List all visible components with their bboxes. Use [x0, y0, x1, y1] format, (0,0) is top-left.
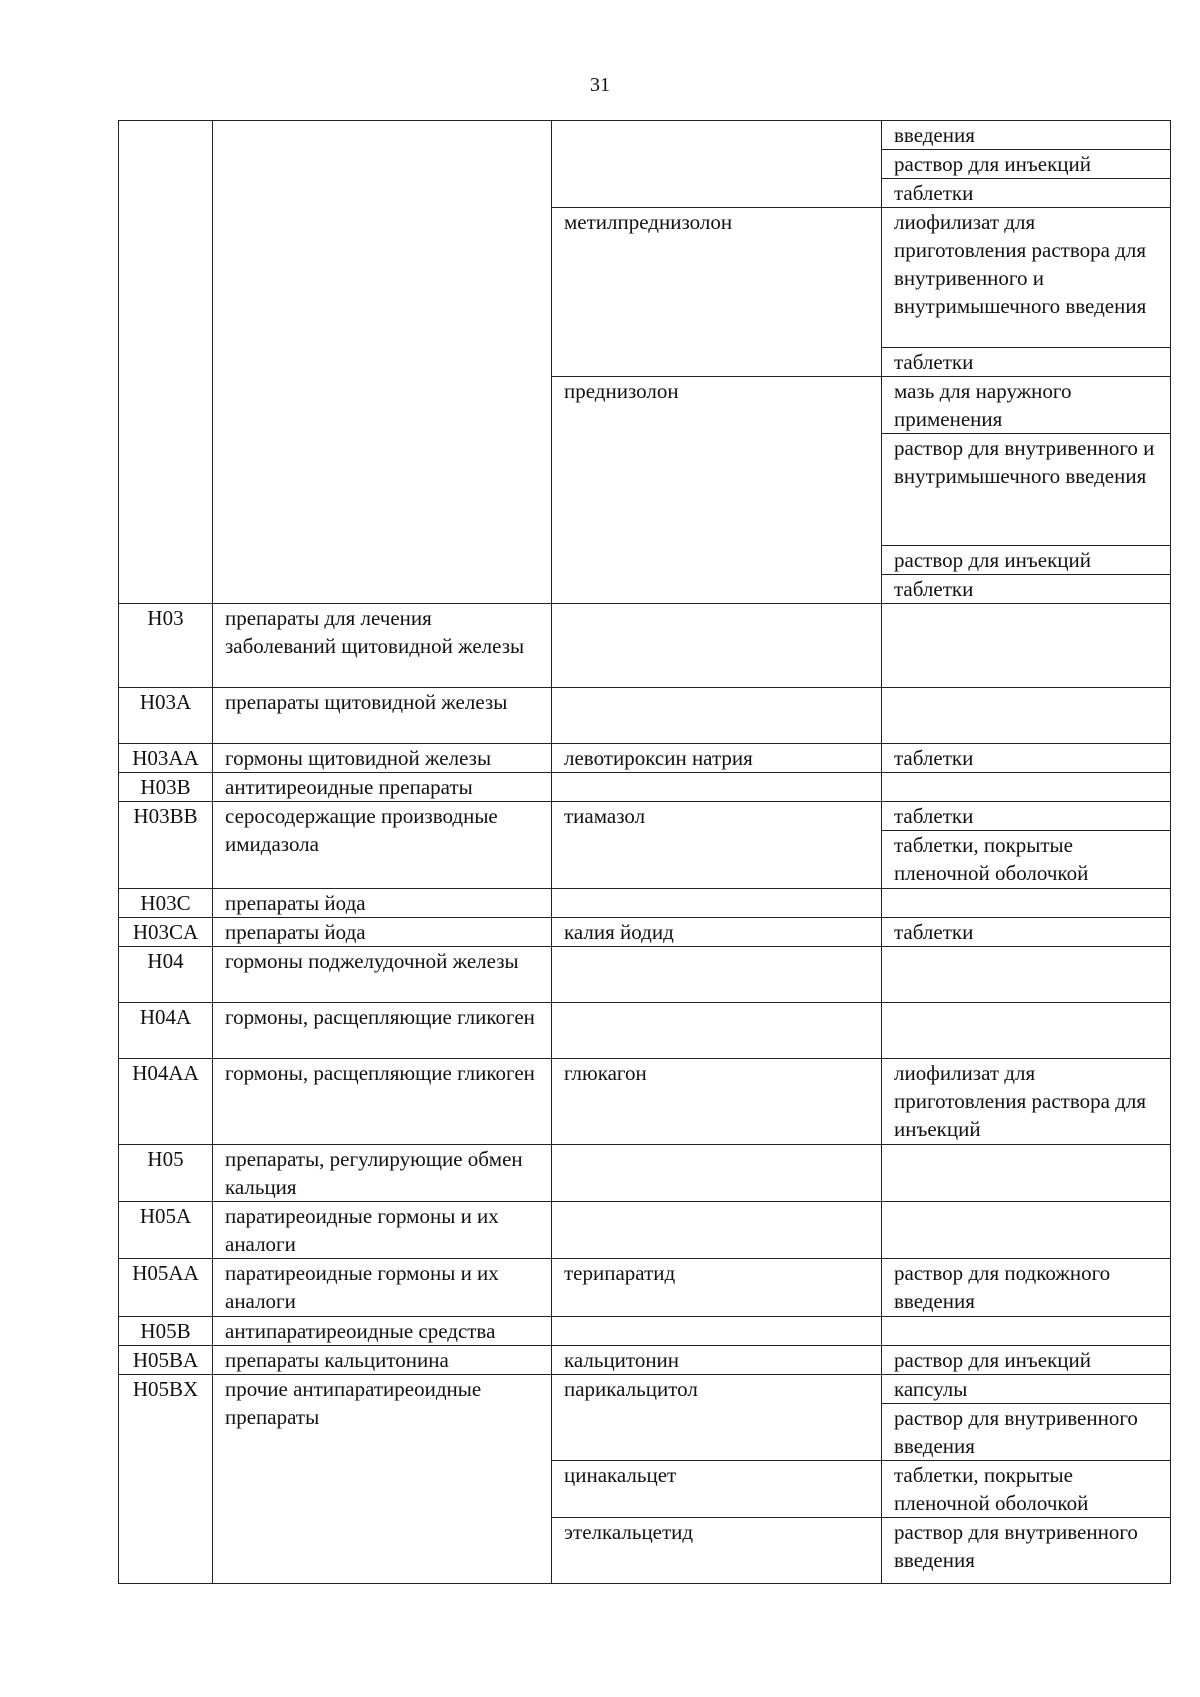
drug-table — [118, 120, 1171, 1584]
form-cell — [882, 688, 1171, 744]
drug-cell — [552, 1317, 882, 1346]
name-cell: препараты кальцитонина — [213, 1346, 552, 1375]
code-cell: H04 — [119, 947, 213, 1003]
form-cell: таблетки — [882, 744, 1171, 773]
name-cell: гормоны, расщепляющие гликоген — [213, 1059, 552, 1145]
name-cell: паратиреоидные гормоны и их аналоги — [213, 1202, 552, 1259]
code-cell: H03 — [119, 604, 213, 688]
name-cell: препараты йода — [213, 918, 552, 947]
code-cell: H05AA — [119, 1259, 213, 1317]
code-cell: H03AA — [119, 744, 213, 773]
name-cell: паратиреоидные гормоны и их аналоги — [213, 1259, 552, 1317]
form-cell: таблетки — [882, 348, 1171, 377]
form-cell — [882, 1003, 1171, 1059]
table-row — [119, 947, 1171, 1003]
form-cell: лиофилизат для приготовления раствора для инъекций — [882, 1059, 1171, 1145]
form-cell: раствор для подкожного введения — [882, 1259, 1171, 1317]
table-row — [119, 802, 1171, 831]
name-cell: препараты щитовидной железы — [213, 688, 552, 744]
table-row — [119, 773, 1171, 802]
drug-cell — [552, 947, 882, 1003]
table-row — [119, 918, 1171, 947]
drug-cell: метилпреднизолон — [552, 208, 882, 377]
drug-cell — [552, 688, 882, 744]
table-row — [119, 1346, 1171, 1375]
drug-cell: цинакальцет — [552, 1461, 882, 1518]
form-cell: таблетки — [882, 575, 1171, 604]
drug-cell: преднизолон — [552, 377, 882, 604]
name-cell: гормоны щитовидной железы — [213, 744, 552, 773]
code-cell: H05B — [119, 1317, 213, 1346]
table-row — [119, 1202, 1171, 1259]
form-cell: таблетки — [882, 179, 1171, 208]
drug-cell — [552, 1003, 882, 1059]
form-cell: таблетки — [882, 802, 1171, 831]
name-cell — [213, 121, 552, 604]
table-row — [119, 688, 1171, 744]
code-cell: H05 — [119, 1145, 213, 1202]
name-cell: препараты, регулирующие обмен кальция — [213, 1145, 552, 1202]
form-cell: мазь для наружного применения — [882, 377, 1171, 434]
form-cell: таблетки, покрытые пленочной оболочкой — [882, 831, 1171, 889]
drug-cell: парикальцитол — [552, 1375, 882, 1461]
form-cell: раствор для инъекций — [882, 546, 1171, 575]
drug-cell: левотироксин натрия — [552, 744, 882, 773]
code-cell: H04AA — [119, 1059, 213, 1145]
form-cell: раствор для внутривенного введения — [882, 1404, 1171, 1461]
name-cell: препараты для лечения заболеваний щитовидной железы — [213, 604, 552, 688]
table-row — [119, 121, 1171, 150]
drug-cell — [552, 1145, 882, 1202]
code-cell: H03C — [119, 889, 213, 918]
code-cell: H03BB — [119, 802, 213, 889]
form-cell — [882, 1202, 1171, 1259]
table-row — [119, 604, 1171, 688]
code-cell: H03B — [119, 773, 213, 802]
drug-cell: терипаратид — [552, 1259, 882, 1317]
table-row — [119, 1317, 1171, 1346]
table-row — [119, 1259, 1171, 1317]
table-row — [119, 889, 1171, 918]
drug-cell: калия йодид — [552, 918, 882, 947]
form-cell: лиофилизат для приготовления раствора для внутривенного и внутримышечного введения — [882, 208, 1171, 348]
table-row — [119, 1059, 1171, 1145]
table-row — [119, 1375, 1171, 1404]
form-cell: капсулы — [882, 1375, 1171, 1404]
drug-cell: тиамазол — [552, 802, 882, 889]
form-cell: раствор для инъекций — [882, 150, 1171, 179]
form-cell — [882, 1317, 1171, 1346]
code-cell: H03A — [119, 688, 213, 744]
code-cell: H05BX — [119, 1375, 213, 1584]
form-cell — [882, 1145, 1171, 1202]
drug-cell — [552, 604, 882, 688]
table-row — [119, 744, 1171, 773]
form-cell: таблетки, покрытые пленочной оболочкой — [882, 1461, 1171, 1518]
name-cell: гормоны, расщепляющие гликоген — [213, 1003, 552, 1059]
name-cell: препараты йода — [213, 889, 552, 918]
form-cell: введения — [882, 121, 1171, 150]
name-cell: антипаратиреоидные средства — [213, 1317, 552, 1346]
drug-cell — [552, 889, 882, 918]
form-cell — [882, 889, 1171, 918]
drug-cell — [552, 773, 882, 802]
form-cell: раствор для инъекций — [882, 1346, 1171, 1375]
drug-cell — [552, 121, 882, 208]
form-cell — [882, 604, 1171, 688]
code-cell: H05BA — [119, 1346, 213, 1375]
name-cell: антитиреоидные препараты — [213, 773, 552, 802]
page-number: 31 — [590, 74, 610, 96]
form-cell: раствор для внутривенного введения — [882, 1518, 1171, 1584]
form-cell: раствор для внутривенного и внутримышечного введения — [882, 434, 1171, 546]
drug-cell: кальцитонин — [552, 1346, 882, 1375]
name-cell: прочие антипаратиреоидные препараты — [213, 1375, 552, 1584]
drug-cell — [552, 1202, 882, 1259]
code-cell: H05A — [119, 1202, 213, 1259]
name-cell: гормоны поджелудочной железы — [213, 947, 552, 1003]
code-cell — [119, 121, 213, 604]
table-row — [119, 1003, 1171, 1059]
form-cell — [882, 947, 1171, 1003]
name-cell: серосодержащие производные имидазола — [213, 802, 552, 889]
code-cell: H04A — [119, 1003, 213, 1059]
drug-cell: глюкагон — [552, 1059, 882, 1145]
drug-cell: этелкальцетид — [552, 1518, 882, 1584]
form-cell — [882, 773, 1171, 802]
form-cell: таблетки — [882, 918, 1171, 947]
table-row — [119, 1145, 1171, 1202]
code-cell: H03CA — [119, 918, 213, 947]
